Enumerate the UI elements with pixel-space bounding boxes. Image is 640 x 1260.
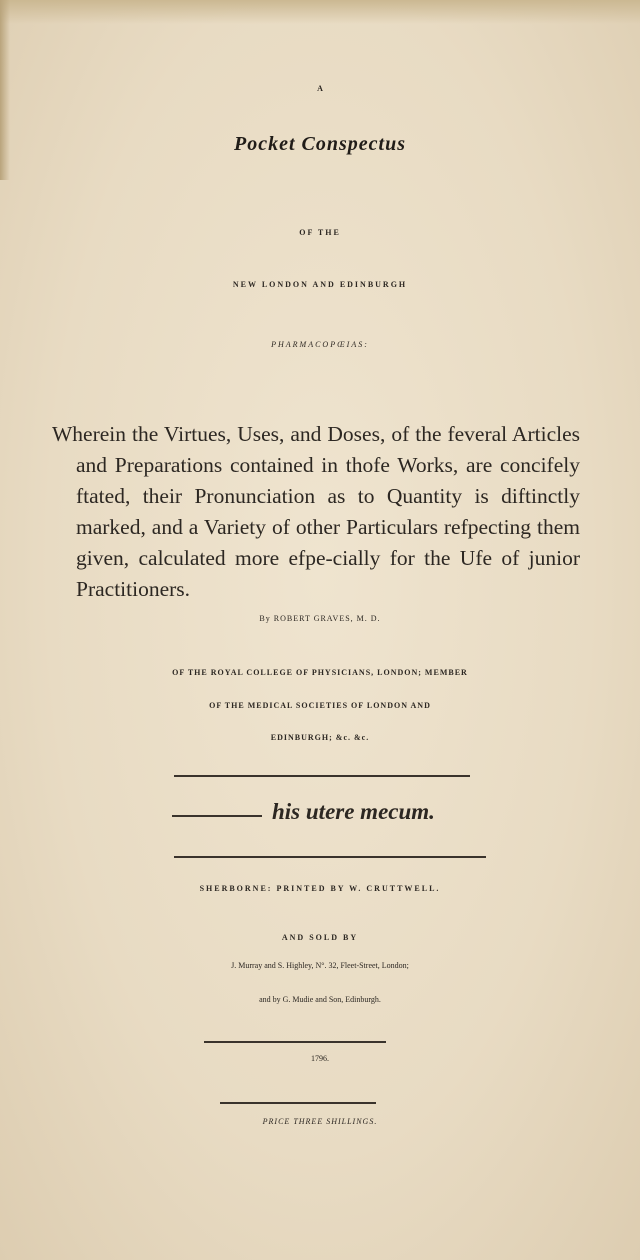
divider-rule	[174, 775, 470, 777]
publication-year: 1796.	[311, 1054, 329, 1063]
affiliation-line-3: EDINBURGH; &c. &c.	[270, 733, 370, 742]
price-line: PRICE THREE SHILLINGS.	[262, 1117, 378, 1126]
motto-dash	[172, 815, 262, 817]
seller-line-1: J. Murray and S. Highley, N°. 32, Fleet-Street, London;	[231, 961, 409, 970]
pharmacopoeias-heading: PHARMACOPŒIAS:	[271, 340, 369, 349]
sold-by-line: AND SOLD BY	[281, 933, 359, 942]
affiliation-line-1: OF THE ROYAL COLLEGE OF PHYSICIANS, LONDON; MEMBER	[172, 668, 468, 677]
page-edge-shadow	[0, 0, 640, 24]
divider-rule	[174, 856, 486, 858]
motto: his utere mecum.	[272, 799, 435, 824]
book-title: Pocket Conspectus	[234, 133, 406, 155]
divider-rule	[220, 1102, 376, 1104]
subtitle-line: NEW LONDON AND EDINBURGH	[232, 280, 408, 289]
affiliation-line-2: OF THE MEDICAL SOCIETIES OF LONDON AND	[209, 701, 431, 710]
printer-line: SHERBORNE: PRINTED BY W. CRUTTWELL.	[199, 884, 441, 893]
author-line: By ROBERT GRAVES, M. D.	[259, 614, 381, 623]
article-a: A	[317, 84, 323, 93]
seller-line-2: and by G. Mudie and Son, Edinburgh.	[259, 995, 381, 1004]
divider-rule	[204, 1041, 386, 1043]
of-the-text: OF THE	[299, 228, 341, 237]
description-paragraph: Wherein the Virtues, Uses, and Doses, of the feveral Articles and Preparations contained in thofe Works, are concifely ftated, their Pronunciation as to Quantity is diftinctly marked, and a Variety of other Particulars refpecting them given, calculated more efpe-cially for the Ufe of junior Practitioners.	[52, 422, 580, 601]
